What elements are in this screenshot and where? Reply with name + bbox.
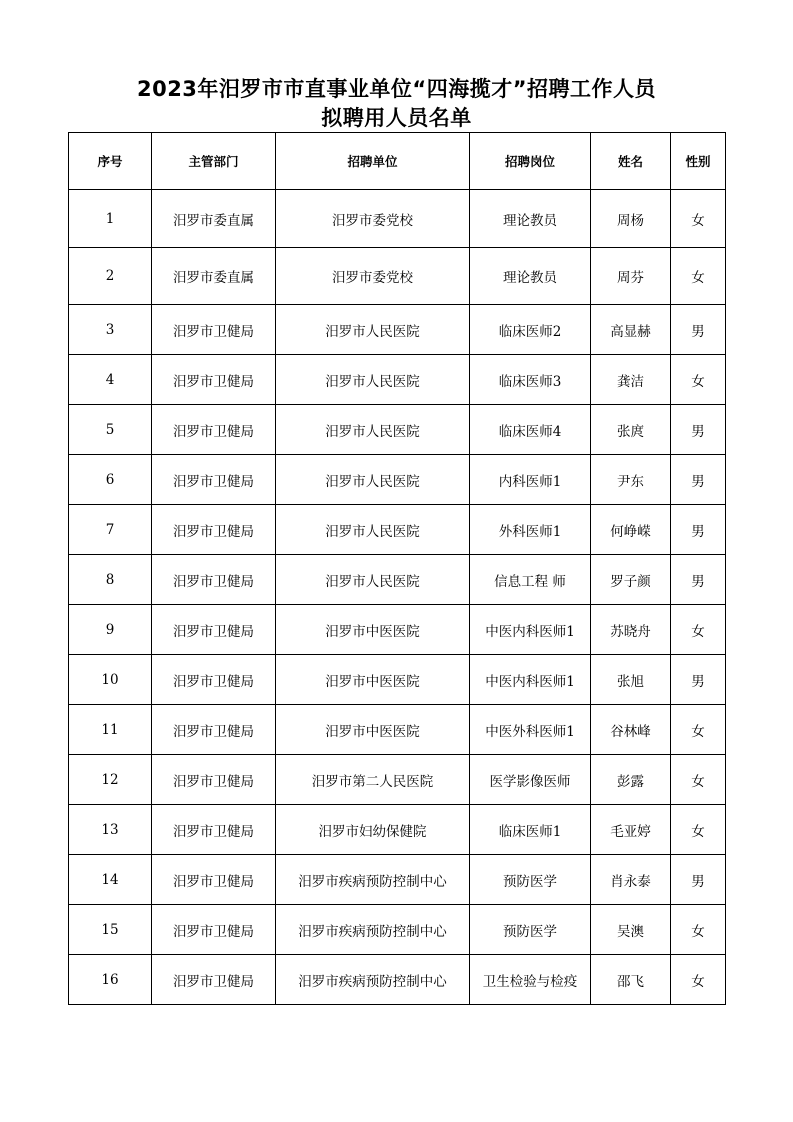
gender-cell: 女 — [671, 755, 726, 805]
name-cell: 彭露 — [591, 755, 671, 805]
hiring-unit-cell: 汨罗市委党校 — [276, 190, 470, 248]
table-row — [69, 248, 726, 305]
name-cell: 邵飞 — [591, 955, 671, 1005]
position-cell: 信息工程 师 — [470, 555, 591, 605]
hiring-roster-table — [68, 132, 726, 1005]
serial-number-cell: 8 — [69, 555, 152, 605]
name-cell: 谷林峰 — [591, 705, 671, 755]
header-name: 姓名 — [591, 133, 671, 190]
table-row — [69, 755, 726, 805]
position-cell: 卫生检验与检疫 — [470, 955, 591, 1005]
position-cell: 理论教员 — [470, 190, 591, 248]
position-cell: 临床医师3 — [470, 355, 591, 405]
position-cell: 医学影像医师 — [470, 755, 591, 805]
table-row — [69, 190, 726, 248]
gender-cell: 女 — [671, 605, 726, 655]
department-cell: 汨罗市委直属 — [152, 248, 276, 305]
department-cell: 汨罗市卫健局 — [152, 455, 276, 505]
department-cell: 汨罗市卫健局 — [152, 705, 276, 755]
hiring-unit-cell: 汨罗市中医医院 — [276, 655, 470, 705]
name-cell: 何峥嵘 — [591, 505, 671, 555]
name-cell: 毛亚婷 — [591, 805, 671, 855]
serial-number-cell: 11 — [69, 705, 152, 755]
department-cell: 汨罗市卫健局 — [152, 905, 276, 955]
table-row — [69, 505, 726, 555]
name-cell: 周芬 — [591, 248, 671, 305]
table-row — [69, 455, 726, 505]
header-hiring-unit: 招聘单位 — [276, 133, 470, 190]
serial-number-cell: 4 — [69, 355, 152, 405]
name-cell: 苏晓舟 — [591, 605, 671, 655]
name-cell: 张庹 — [591, 405, 671, 455]
table-row — [69, 805, 726, 855]
gender-cell: 女 — [671, 955, 726, 1005]
hiring-unit-cell: 汨罗市人民医院 — [276, 505, 470, 555]
position-cell: 中医外科医师1 — [470, 705, 591, 755]
table-row — [69, 705, 726, 755]
position-cell: 中医内科医师1 — [470, 605, 591, 655]
name-cell: 周杨 — [591, 190, 671, 248]
gender-cell: 男 — [671, 305, 726, 355]
table-row — [69, 305, 726, 355]
serial-number-cell: 3 — [69, 305, 152, 355]
table-header-row — [69, 133, 726, 190]
hiring-unit-cell: 汨罗市人民医院 — [276, 355, 470, 405]
department-cell: 汨罗市卫健局 — [152, 655, 276, 705]
gender-cell: 男 — [671, 555, 726, 605]
serial-number-cell: 12 — [69, 755, 152, 805]
serial-number-cell: 6 — [69, 455, 152, 505]
header-department: 主管部门 — [152, 133, 276, 190]
serial-number-cell: 13 — [69, 805, 152, 855]
gender-cell: 女 — [671, 805, 726, 855]
position-cell: 预防医学 — [470, 855, 591, 905]
hiring-unit-cell: 汨罗市人民医院 — [276, 405, 470, 455]
position-cell: 理论教员 — [470, 248, 591, 305]
position-cell: 内科医师1 — [470, 455, 591, 505]
department-cell: 汨罗市卫健局 — [152, 805, 276, 855]
serial-number-cell: 1 — [69, 190, 152, 248]
table-row — [69, 605, 726, 655]
gender-cell: 男 — [671, 505, 726, 555]
hiring-unit-cell: 汨罗市疾病预防控制中心 — [276, 905, 470, 955]
table-body — [69, 190, 726, 1005]
department-cell: 汨罗市卫健局 — [152, 355, 276, 405]
position-cell: 临床医师2 — [470, 305, 591, 355]
table-row — [69, 655, 726, 705]
header-gender: 性别 — [671, 133, 726, 190]
table-row — [69, 905, 726, 955]
serial-number-cell: 9 — [69, 605, 152, 655]
hiring-unit-cell: 汨罗市疾病预防控制中心 — [276, 955, 470, 1005]
document-title-line-1: 2023年汨罗市市直事业单位“四海揽才”招聘工作人员 — [136, 77, 657, 101]
serial-number-cell: 10 — [69, 655, 152, 705]
serial-number-cell: 5 — [69, 405, 152, 455]
document-title-line-2: 拟聘用人员名单 — [321, 106, 472, 130]
name-cell: 吴澳 — [591, 905, 671, 955]
serial-number-cell: 16 — [69, 955, 152, 1005]
gender-cell: 女 — [671, 905, 726, 955]
name-cell: 张旭 — [591, 655, 671, 705]
table-row — [69, 355, 726, 405]
hiring-unit-cell: 汨罗市中医医院 — [276, 605, 470, 655]
name-cell: 尹东 — [591, 455, 671, 505]
serial-number-cell: 7 — [69, 505, 152, 555]
serial-number-cell: 14 — [69, 855, 152, 905]
gender-cell: 男 — [671, 655, 726, 705]
header-serial-number: 序号 — [69, 133, 152, 190]
name-cell: 龚洁 — [591, 355, 671, 405]
department-cell: 汨罗市卫健局 — [152, 305, 276, 355]
gender-cell: 男 — [671, 855, 726, 905]
department-cell: 汨罗市卫健局 — [152, 405, 276, 455]
position-cell: 中医内科医师1 — [470, 655, 591, 705]
hiring-unit-cell: 汨罗市妇幼保健院 — [276, 805, 470, 855]
department-cell: 汨罗市卫健局 — [152, 505, 276, 555]
header-position: 招聘岗位 — [470, 133, 591, 190]
gender-cell: 男 — [671, 455, 726, 505]
gender-cell: 女 — [671, 248, 726, 305]
position-cell: 预防医学 — [470, 905, 591, 955]
hiring-unit-cell: 汨罗市人民医院 — [276, 455, 470, 505]
hiring-unit-cell: 汨罗市疾病预防控制中心 — [276, 855, 470, 905]
hiring-unit-cell: 汨罗市第二人民医院 — [276, 755, 470, 805]
department-cell: 汨罗市卫健局 — [152, 755, 276, 805]
table-row — [69, 855, 726, 905]
name-cell: 肖永泰 — [591, 855, 671, 905]
gender-cell: 女 — [671, 190, 726, 248]
position-cell: 外科医师1 — [470, 505, 591, 555]
position-cell: 临床医师4 — [470, 405, 591, 455]
department-cell: 汨罗市委直属 — [152, 190, 276, 248]
department-cell: 汨罗市卫健局 — [152, 955, 276, 1005]
department-cell: 汨罗市卫健局 — [152, 555, 276, 605]
hiring-unit-cell: 汨罗市人民医院 — [276, 555, 470, 605]
name-cell: 高显赫 — [591, 305, 671, 355]
gender-cell: 男 — [671, 405, 726, 455]
department-cell: 汨罗市卫健局 — [152, 605, 276, 655]
position-cell: 临床医师1 — [470, 805, 591, 855]
gender-cell: 女 — [671, 355, 726, 405]
hiring-unit-cell: 汨罗市人民医院 — [276, 305, 470, 355]
table-row — [69, 955, 726, 1005]
table-row — [69, 555, 726, 605]
hiring-unit-cell: 汨罗市中医医院 — [276, 705, 470, 755]
serial-number-cell: 2 — [69, 248, 152, 305]
name-cell: 罗子颜 — [591, 555, 671, 605]
serial-number-cell: 15 — [69, 905, 152, 955]
table-row — [69, 405, 726, 455]
hiring-unit-cell: 汨罗市委党校 — [276, 248, 470, 305]
gender-cell: 女 — [671, 705, 726, 755]
department-cell: 汨罗市卫健局 — [152, 855, 276, 905]
